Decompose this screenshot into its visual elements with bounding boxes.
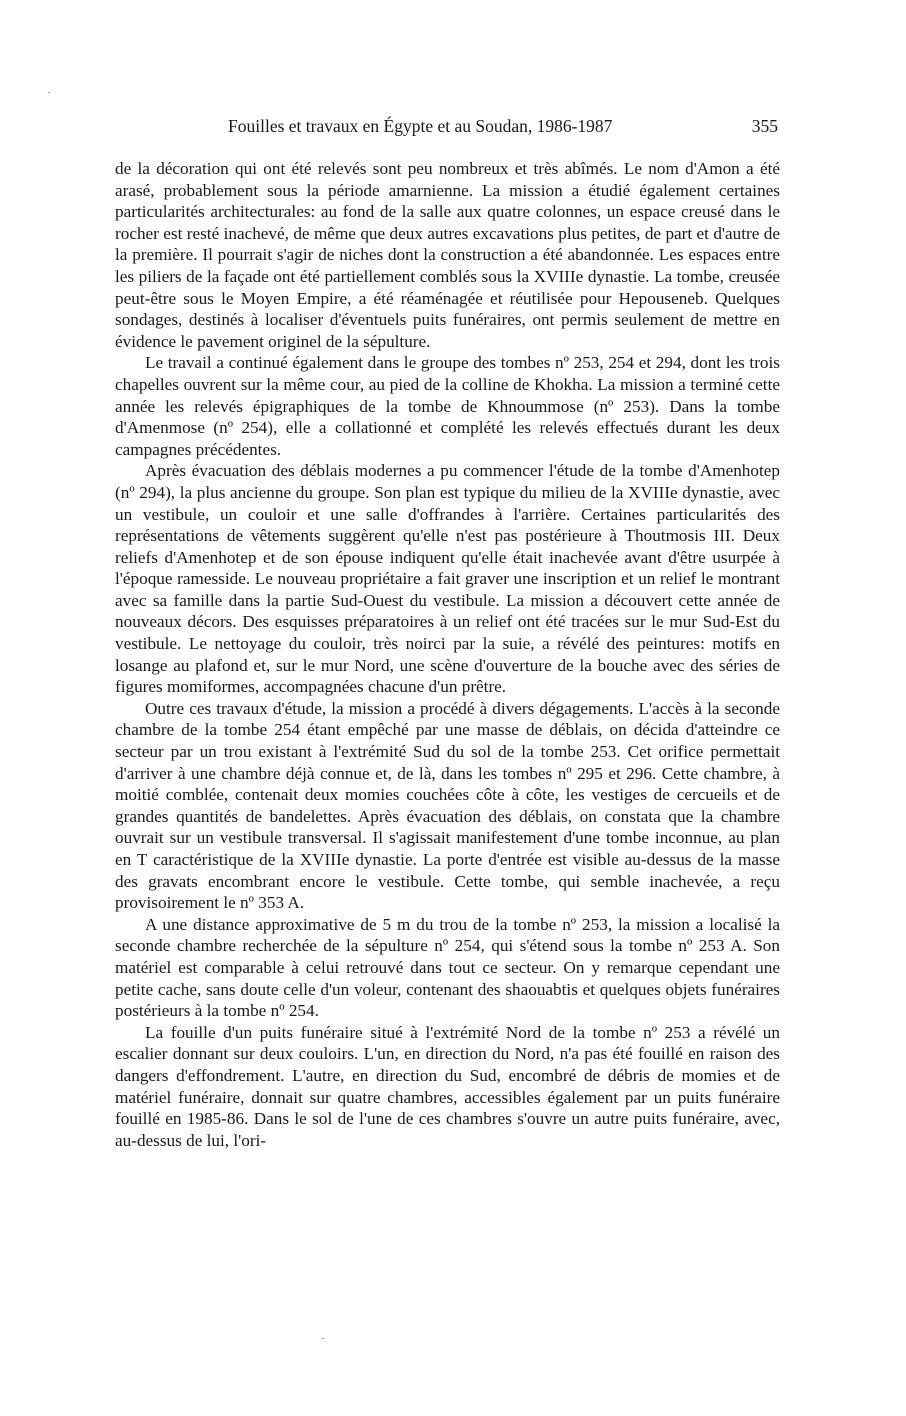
scan-speck bbox=[322, 1338, 324, 1339]
paragraph: Après évacuation des déblais modernes a pu commencer l'étude de la tombe d'Amenhotep (nº 294), la plus ancienne du groupe. Son plan est typique du milieu de la XVIIIe dynastie, avec un vestibule, un couloir et une salle d'offrandes à l'arrière. Certaines particularités des représentations de vêtements suggèrent qu'elle n'est pas postérieure à Thoutmosis III. Deux reliefs d'Amenhotep et de son épouse indiquent qu'elle était inachevée avant d'être usurpée à l'époque ramesside. Le nouveau propriétaire a fait graver une inscription et un relief le montrant avec sa famille dans la partie Sud-Ouest du vestibule. La mission a découvert cette année de nouveaux décors. Des esquisses préparatoires à un relief ont été tracées sur le mur Sud-Est du vestibule. Le nettoyage du couloir, très noirci par la suie, a révélé des peintures: motifs en losange au plafond et, sur le mur Nord, une scène d'ouverture de la bouche avec des séries de figures momiformes, accompagnées chacune d'un prêtre. bbox=[115, 461, 780, 697]
paragraph: Le travail a continué également dans le groupe des tombes nº 253, 254 et 294, dont les trois chapelles ouvrent sur la même cour, au pied de la colline de Khokha. La mission a terminé cette année les relevés épigraphiques de la tombe de Khnoummose (nº 253). Dans la tombe d'Amenmose (nº 254), elle a collationné et complété les relevés effectués durant les deux campagnes précédentes. bbox=[115, 353, 780, 459]
page-header bbox=[128, 114, 778, 138]
body-text bbox=[115, 158, 780, 1151]
page-number: 355 bbox=[751, 116, 778, 136]
paragraph: de la décoration qui ont été relevés sont peu nombreux et très abîmés. Le nom d'Amon a été arasé, probablement sous la période amarnienne. La mission a étudié également certaines particularités architecturales: au fond de la salle aux quatre colonnes, un espace creusé dans le rocher est resté inachevé, de même que deux autres excavations plus petites, de part et d'autre de la première. Il pourrait s'agir de niches dont la construction a été abandonnée. Les espaces entre les piliers de la façade ont été partiellement comblés sous la XVIIIe dynastie. La tombe, creusée peut-être sous le Moyen Empire, a été réaménagée et réutilisée pour Hepouseneb. Quelques sondages, destinés à localiser d'éventuels puits funéraires, ont permis seulement de mettre en évidence le pavement originel de la sépulture. bbox=[115, 159, 780, 351]
paragraph: Outre ces travaux d'étude, la mission a procédé à divers dégagements. L'accès à la seconde chambre de la tombe 254 étant empêché par une masse de déblais, on décida d'atteindre ce secteur par un trou existant à l'extrémité Sud du sol de la tombe 253. Cet orifice permettait d'arriver à une chambre déjà connue et, de là, dans les tombes nº 295 et 296. Cette chambre, à moitié comblée, contenait deux momies couchées côte à côte, les vestiges de cercueils et de grandes quantités de bandelettes. Après évacuation des déblais, on constata que la chambre ouvrait sur un vestibule transversal. Il s'agissait manifestement d'une tombe inconnue, au plan en T caractéristique de la XVIIIe dynastie. La porte d'entrée est visible au-dessus de la masse des gravats encombrant encore le vestibule. Cette tombe, qui semble inachevée, a reçu provisoirement le nº 353 A. bbox=[115, 698, 780, 913]
paragraph: A une distance approximative de 5 m du trou de la tombe nº 253, la mission a localisé la seconde chambre recherchée de la sépulture nº 254, qui s'étend sous la tombe nº 253 A. Son matériel est comparable à celui retrouvé dans tout ce secteur. On y remarque cependant une petite cache, sans doute celle d'un voleur, contenant des shaouabtis et quelques objets funéraires postérieurs à la tombe nº 254. bbox=[115, 914, 780, 1021]
running-title: Fouilles et travaux en Égypte et au Soudan, 1986-1987 bbox=[228, 116, 613, 136]
scan-speck bbox=[48, 92, 50, 93]
paragraph: La fouille d'un puits funéraire situé à l'extrémité Nord de la tombe nº 253 a révélé un escalier donnant sur deux couloirs. L'un, en direction du Nord, n'a pas été fouillé en raison des dangers d'effondrement. L'autre, en direction du Sud, encombré de débris de momies et de matériel funéraire, donnait sur quatre chambres, accessibles également par un puits funéraire fouillé en 1985-86. Dans le sol de l'une de ces chambres s'ouvre un autre puits funéraire, avec, au-dessus de lui, l'ori- bbox=[115, 1022, 780, 1150]
